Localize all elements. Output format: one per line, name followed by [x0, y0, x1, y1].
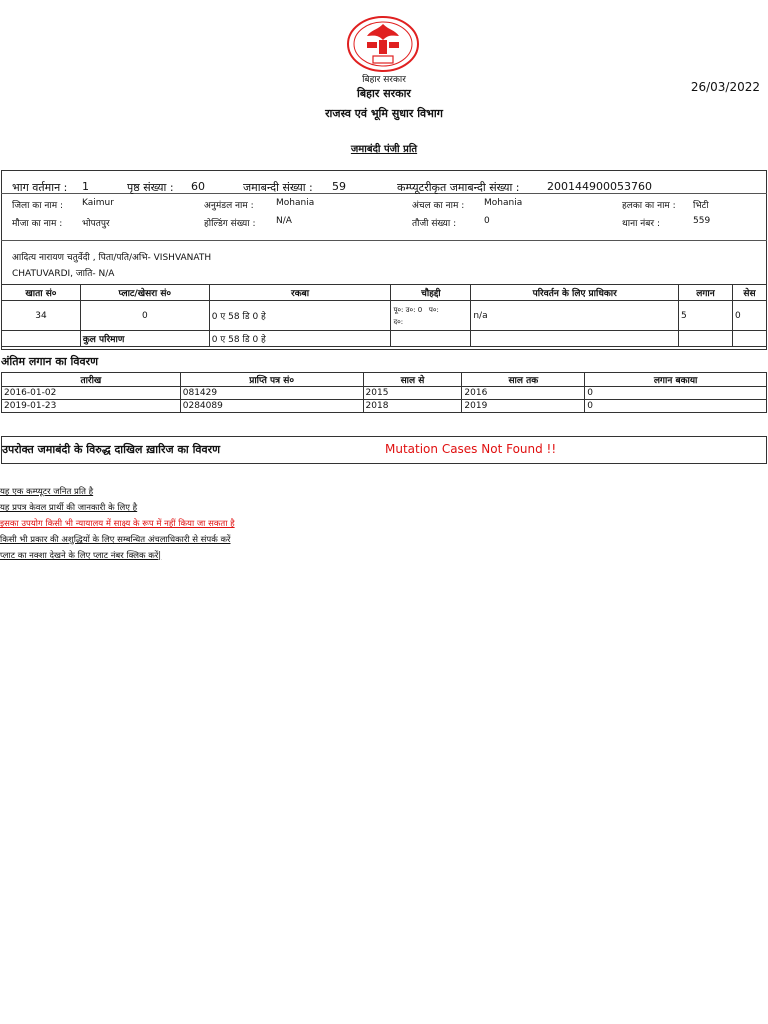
table-row [2, 301, 767, 331]
col-year-to: साल तक [462, 373, 585, 387]
print-date: 26/03/2022 [690, 80, 760, 94]
thana-label: थाना नंबर : [622, 219, 660, 229]
holding-label: होल्डिंग संख्या : [204, 219, 256, 229]
divider [1, 240, 767, 241]
col-ses: सेस [732, 285, 766, 301]
anchal-label: अंचल का नाम : [412, 201, 465, 211]
govt-name: बिहार सरकार [357, 87, 411, 100]
divider [1, 193, 767, 194]
chauhaddi-poo: पू०: [393, 305, 404, 314]
total-rakba: 0 ए 58 डि 0 हे [209, 331, 391, 347]
empty-cell [471, 331, 679, 347]
row-receipt: 0284089 [180, 400, 363, 413]
rakba-value: 0 ए 58 डि 0 हे [209, 301, 391, 331]
col-year-from: साल से [363, 373, 462, 387]
plot-number-link[interactable]: 0 [80, 301, 209, 331]
row-year-from: 2018 [363, 400, 462, 413]
department-name: राजस्व एवं भूमि सुधार विभाग [325, 107, 443, 120]
col-date: तारीख [2, 373, 181, 387]
lagan-table [1, 372, 767, 413]
prishth-value: 60 [191, 180, 205, 193]
empty-cell [732, 331, 766, 347]
empty-cell [391, 331, 471, 347]
computer-jamabandi-value: 200144900053760 [547, 180, 652, 193]
owner-line-1: आदित्य नारायण चतुर्वेदी , पिता/पति/अभि- VISHVANATH [12, 253, 212, 263]
col-chauhaddi: चौहद्दी [391, 285, 471, 301]
row-year-to: 2019 [462, 400, 585, 413]
col-arrears: लगान बकाया [585, 373, 767, 387]
row-arrears: 0 [585, 387, 767, 400]
jamabandi-label: जमाबन्दी संख्या : [243, 181, 313, 194]
lagan-value: 5 [679, 301, 733, 331]
halka-value: भिटी [693, 201, 709, 211]
row-date: 2016-01-02 [2, 387, 181, 400]
note-contact-officer: किसी भी प्रकार की अशुद्धियों के लिए सम्बन्धित अंचलाधिकारी से संपर्क करें [0, 535, 231, 545]
prishth-label: पृष्ठ संख्या : [127, 181, 174, 194]
tauji-value: 0 [484, 216, 490, 226]
empty-cell [2, 331, 81, 347]
bhag-value: 1 [82, 180, 89, 193]
document-title: जमाबंदी पंजी प्रति [350, 144, 418, 155]
empty-cell [679, 331, 733, 347]
table-row [2, 331, 767, 347]
col-khata: खाता सं० [2, 285, 81, 301]
total-label: कुल परिमाण [80, 331, 209, 347]
row-year-to: 2016 [462, 387, 585, 400]
note-not-evidence: इसका उपयोग किसी भी न्यायालय में साक्ष्य के रूप में नहीं किया जा सकता है [0, 519, 235, 529]
ses-value: 0 [732, 301, 766, 331]
logo-caption: बिहार सरकार [362, 75, 406, 85]
jamabandi-value: 59 [332, 180, 346, 193]
halka-label: हलका का नाम : [622, 201, 676, 211]
row-date: 2019-01-23 [2, 400, 181, 413]
bihar-govt-seal [347, 16, 419, 72]
mauja-value: भोपतपुर [82, 219, 110, 229]
lagan-section-title: अंतिम लगान का विवरण [1, 355, 99, 368]
jila-value: Kaimur [82, 198, 114, 208]
land-table [1, 284, 767, 347]
table-row [2, 387, 767, 400]
mauja-label: मौजा का नाम : [12, 219, 63, 229]
note-info-only: यह प्रपत्र केवल प्रार्थी की जानकारी के लिए है [0, 503, 138, 513]
row-receipt: 081429 [180, 387, 363, 400]
thana-value: 559 [693, 216, 711, 226]
col-authority: परिवर्तन के लिए प्राधिकार [471, 285, 679, 301]
holding-value: N/A [276, 216, 292, 226]
col-receipt: प्राप्ति पत्र सं० [180, 373, 363, 387]
authority-value: n/a [471, 301, 679, 331]
computer-jamabandi-label: कम्प्यूटरीकृत जमाबन्दी संख्या : [397, 181, 520, 194]
mutation-status: Mutation Cases Not Found !! [385, 442, 557, 456]
chauhaddi-cell [391, 301, 471, 331]
owner-line-2: CHATUVARDI, जाति- N/A [12, 269, 115, 279]
khata-number: 34 [2, 301, 81, 331]
col-plot: प्लाट/खेसरा सं० [80, 285, 209, 301]
col-lagan: लगान [679, 285, 733, 301]
chauhaddi-d: द०: [393, 317, 404, 326]
table-row [2, 400, 767, 413]
col-rakba: रकबा [209, 285, 391, 301]
tauji-label: तौजी संख्या : [412, 219, 457, 229]
anchal-value: Mohania [484, 198, 523, 208]
jila-label: जिला का नाम : [12, 201, 64, 211]
mutation-title: उपरोक्त जमाबंदी के विरुद्ध दाखिल ख़ारिज का विवरण [2, 443, 221, 456]
bhag-label: भाग वर्तमान : [12, 181, 68, 194]
row-arrears: 0 [585, 400, 767, 413]
anumandal-value: Mohania [276, 198, 315, 208]
note-computer-generated: यह एक कम्प्यूटर जनित प्रति है [0, 487, 94, 497]
chauhaddi-p: प०: [428, 305, 439, 314]
note-map-link[interactable]: प्लाट का नक्शा देखने के लिए प्लाट नंबर क्लिक करें| [0, 551, 162, 561]
chauhaddi-u: उ०: 0 [405, 305, 423, 314]
row-year-from: 2015 [363, 387, 462, 400]
anumandal-label: अनुमंडल नाम : [204, 201, 254, 211]
